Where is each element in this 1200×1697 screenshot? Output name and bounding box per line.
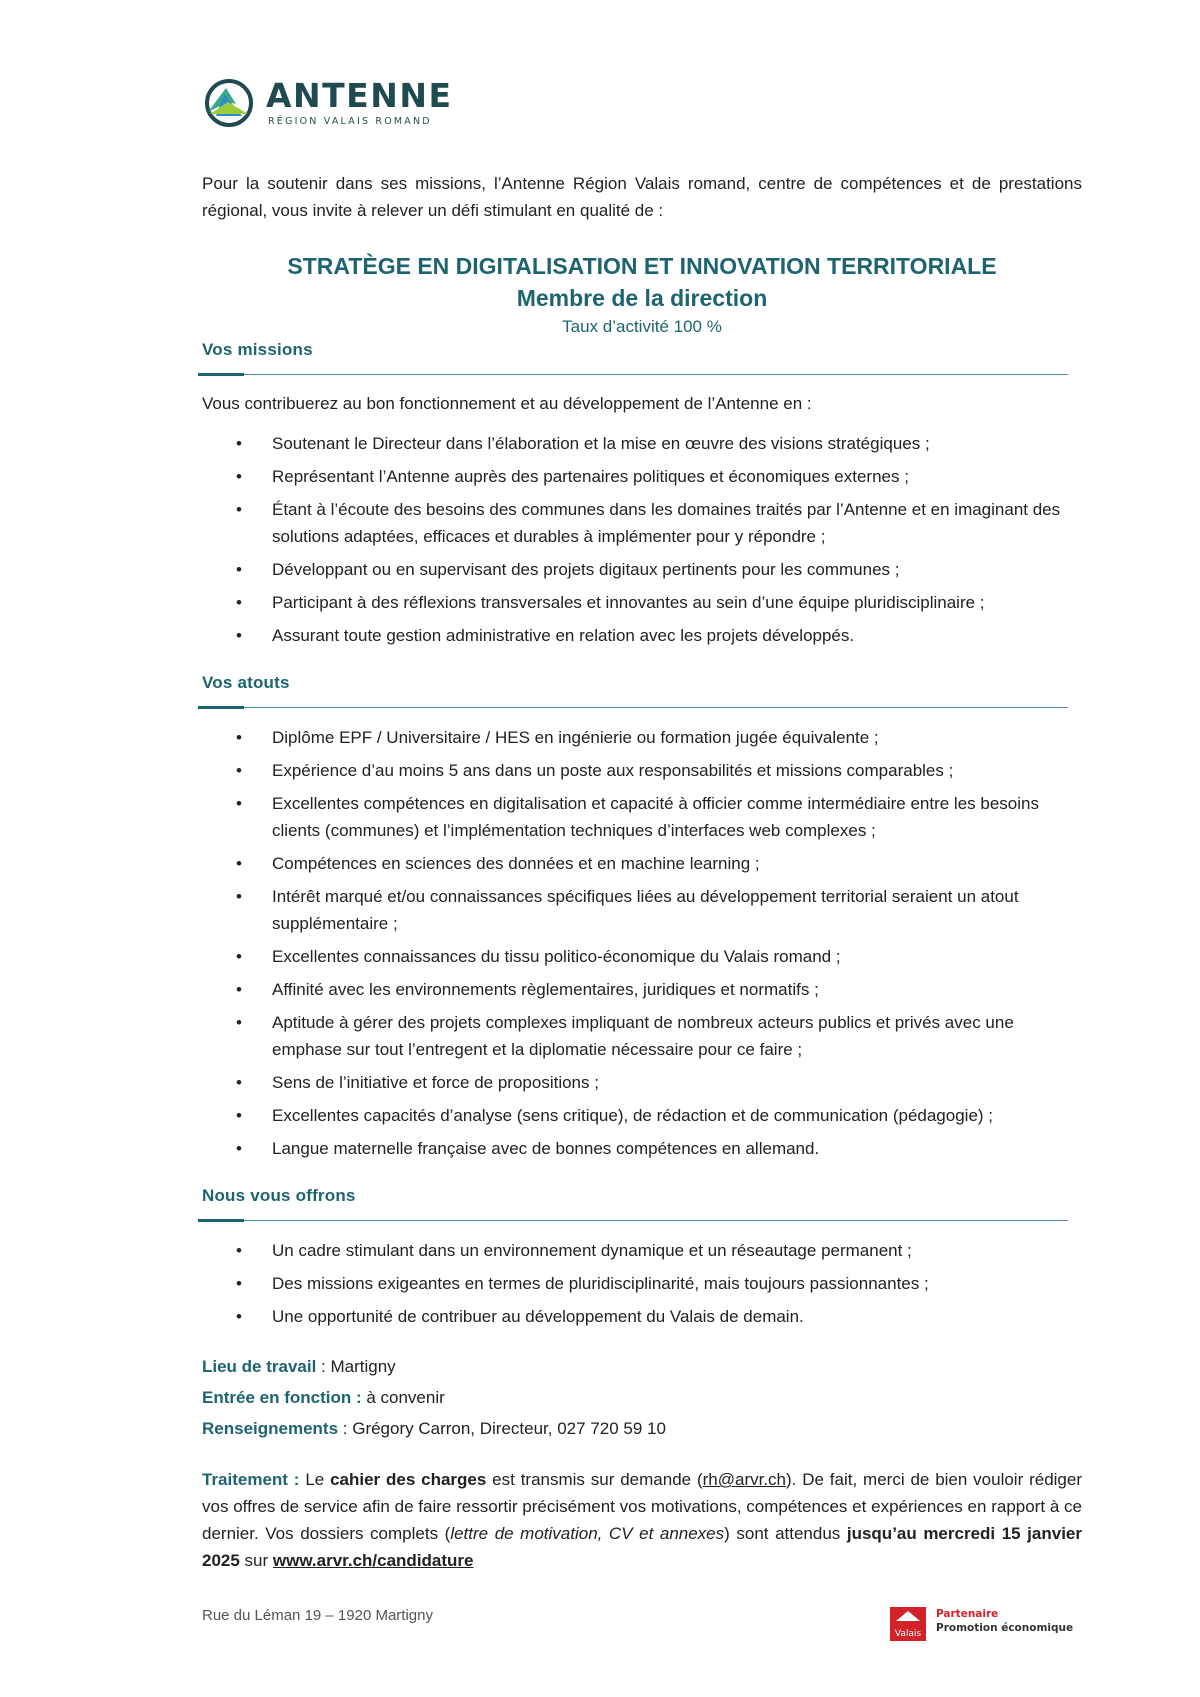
bullet: • bbox=[236, 761, 242, 780]
list-item: Excellentes connaissances du tissu politico-économique du Valais romand ; bbox=[272, 947, 841, 966]
list-item: Un cadre stimulant dans un environnement dynamique et un réseautage permanent ; bbox=[272, 1241, 912, 1260]
bullet: • bbox=[236, 887, 242, 906]
dossier-contents: lettre de motivation, CV et annexes bbox=[450, 1524, 725, 1543]
list-item: Aptitude à gérer des projets complexes impliquant de nombreux acteurs publics et privés avec une emphase sur tout l’entregent et la diplomatie nécessaire pour ce faire ; bbox=[272, 1013, 1014, 1059]
partner-line-2: Promotion économique bbox=[936, 1622, 1074, 1634]
list-item: Expérience d’au moins 5 ans dans un poste aux responsabilités et missions comparables ; bbox=[272, 761, 954, 780]
offre-heading: Nous vous offrons bbox=[202, 1186, 356, 1205]
intro-paragraph: Pour la soutenir dans ses missions, l’Antenne Région Valais romand, centre de compétences et de prestations régional, vous invite à relever un défi stimulant en qualité de : bbox=[202, 174, 1082, 220]
traitement-text-2: est transmis sur demande ( bbox=[486, 1470, 703, 1489]
list-item: Intérêt marqué et/ou connaissances spécifiques liées au développement territorial seraient un atout supplémentaire ; bbox=[272, 887, 1019, 933]
lieu-label: Lieu de travail bbox=[202, 1357, 317, 1376]
list-item: Représentant l’Antenne auprès des partenaires politiques et économiques externes ; bbox=[272, 467, 909, 486]
bullet: • bbox=[236, 1241, 242, 1260]
bullet: • bbox=[236, 593, 242, 612]
logo-subtitle: RÉGION VALAIS ROMAND bbox=[268, 116, 432, 127]
missions-lead: Vous contribuerez au bon fonctionnement et au développement de l’Antenne en : bbox=[202, 394, 812, 413]
list-item: Compétences en sciences des données et en machine learning ; bbox=[272, 854, 760, 873]
traitement-text-1: Le bbox=[299, 1470, 331, 1489]
list-item: Langue maternelle française avec de bonnes compétences en allemand. bbox=[272, 1139, 820, 1158]
bullet: • bbox=[236, 434, 242, 453]
bullet: • bbox=[236, 947, 242, 966]
bullet: • bbox=[236, 1139, 242, 1158]
bullet: • bbox=[236, 728, 242, 747]
entree-value: à convenir bbox=[361, 1388, 445, 1407]
candidature-link[interactable]: www.arvr.ch/candidature bbox=[272, 1551, 474, 1570]
list-item: Diplôme EPF / Universitaire / HES en ingénierie ou formation jugée équivalente ; bbox=[272, 728, 879, 747]
list-item: Excellentes capacités d’analyse (sens critique), de rédaction et de communication (pédagogie) ; bbox=[272, 1106, 994, 1125]
job-rate: Taux d’activité 100 % bbox=[562, 317, 722, 336]
partner-text bbox=[936, 1607, 1073, 1635]
list-item: Soutenant le Directeur dans l’élaboration et la mise en œuvre des visions stratégiques ; bbox=[272, 434, 930, 453]
list-item: Une opportunité de contribuer au développement du Valais de demain. bbox=[272, 1307, 804, 1326]
job-title: STRATÈGE EN DIGITALISATION ET INNOVATION TERRITORIALE bbox=[287, 253, 997, 279]
cahier-des-charges: cahier des charges bbox=[330, 1470, 487, 1489]
traitement-text-4: ) sont attendus bbox=[724, 1524, 847, 1543]
bullet: • bbox=[236, 560, 242, 579]
bullet: • bbox=[236, 1274, 242, 1293]
partner-badge: Valais bbox=[894, 1629, 922, 1639]
email-link[interactable]: rh@arvr.ch bbox=[702, 1470, 787, 1489]
footer-address: Rue du Léman 19 – 1920 Martigny bbox=[202, 1607, 433, 1624]
traitement-text-3: ). De fait, merci de bien vouloir rédiger vos offres de service afin de faire ressortir précisément vos motivations, compétences et expériences en rapport à ce dernier. Vos dossiers complets ( bbox=[202, 1470, 1083, 1543]
job-subtitle: Membre de la direction bbox=[516, 285, 768, 311]
partner-line-1: Partenaire bbox=[936, 1608, 999, 1620]
bullet: • bbox=[236, 794, 242, 813]
missions-heading: Vos missions bbox=[202, 340, 313, 359]
antenne-logo-icon bbox=[204, 78, 254, 128]
traitement-text-5: sur bbox=[239, 1551, 273, 1570]
detail-lieu bbox=[202, 1353, 396, 1380]
bullet: • bbox=[236, 1106, 242, 1125]
bullet: • bbox=[236, 1073, 242, 1092]
entree-label: Entrée en fonction : bbox=[202, 1388, 362, 1407]
valais-flag-icon bbox=[890, 1607, 926, 1641]
list-item: Excellentes compétences en digitalisation et capacité à officier comme intermédiaire entre les besoins clients (communes) et l’implémentation techniques d’interfaces web complexes ; bbox=[272, 794, 1039, 840]
detail-entree bbox=[202, 1384, 445, 1411]
list-item: Développant ou en supervisant des projets digitaux pertinents pour les communes ; bbox=[272, 560, 900, 579]
traitement-label: Traitement : bbox=[202, 1470, 300, 1489]
list-item: Des missions exigeantes en termes de pluridisciplinarité, mais toujours passionnantes ; bbox=[272, 1274, 929, 1293]
offre-divider bbox=[198, 1220, 1068, 1221]
missions-divider bbox=[198, 374, 1068, 375]
renseignements-value: : Grégory Carron, Directeur, 027 720 59 10 bbox=[338, 1419, 666, 1438]
detail-renseignements bbox=[202, 1415, 666, 1442]
atouts-divider bbox=[198, 707, 1068, 708]
bullet: • bbox=[236, 1013, 242, 1032]
renseignements-label: Renseignements bbox=[202, 1419, 339, 1438]
list-item: Étant à l’écoute des besoins des communes dans les domaines traités par l’Antenne et en imaginant des solutions adaptées, efficaces et durables à implémenter pour y répondre ; bbox=[272, 500, 1061, 546]
bullet: • bbox=[236, 1307, 242, 1326]
atouts-heading: Vos atouts bbox=[202, 673, 290, 692]
bullet: • bbox=[236, 467, 242, 486]
list-item: Assurant toute gestion administrative en relation avec les projets développés. bbox=[272, 626, 855, 645]
traitement-paragraph bbox=[202, 1466, 1082, 1574]
list-item: Participant à des réflexions transversales et innovantes au sein d’une équipe pluridisciplinaire ; bbox=[272, 593, 985, 612]
list-item: Affinité avec les environnements règlementaires, juridiques et normatifs ; bbox=[272, 980, 819, 999]
lieu-value: : Martigny bbox=[316, 1357, 396, 1376]
logo-name: ANTENNE bbox=[266, 76, 453, 115]
bullet: • bbox=[236, 854, 242, 873]
deadline: jusqu’au mercredi 15 janvier 2025 bbox=[202, 1524, 1082, 1570]
bullet: • bbox=[236, 980, 242, 999]
list-item: Sens de l’initiative et force de propositions ; bbox=[272, 1073, 599, 1092]
bullet: • bbox=[236, 500, 242, 519]
bullet: • bbox=[236, 626, 242, 645]
